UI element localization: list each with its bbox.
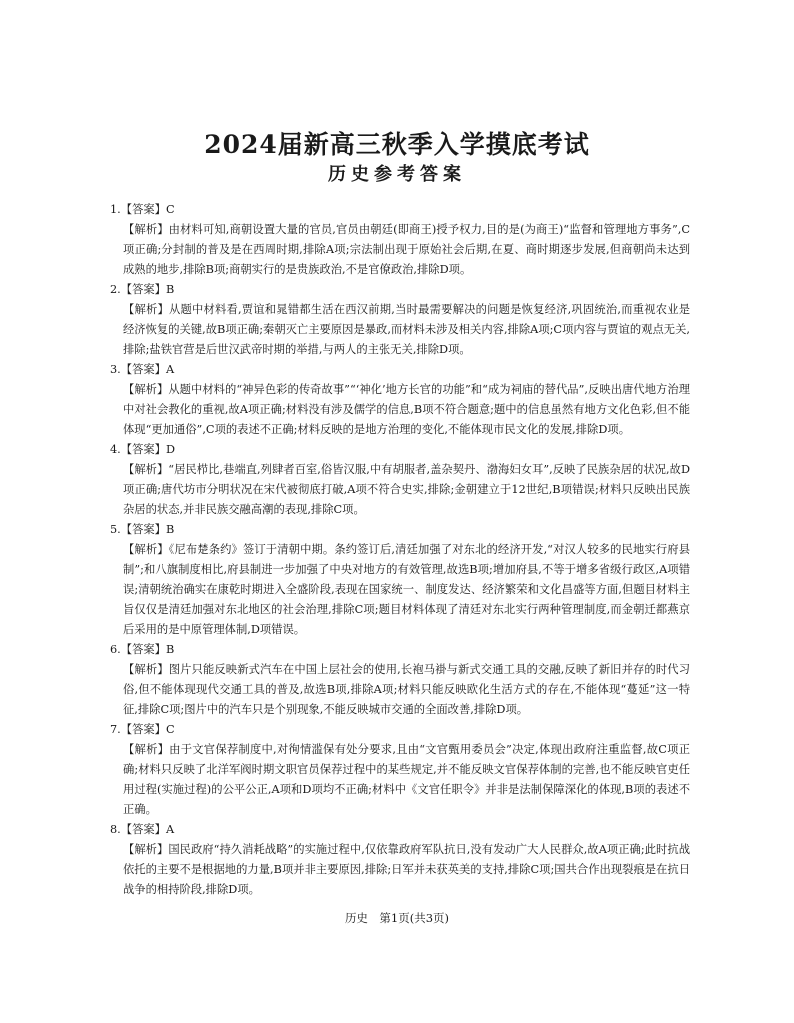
answer-label: 4.【答案】D: [110, 443, 176, 456]
page-subtitle: 历史参考答案: [328, 164, 466, 185]
analysis-text: 【解析】“居民栉比,巷端直,列肆者百室,俗皆汉服,中有胡服者,盖杂契丹、渤海妇女耳”,反映了民族杂居的状况,故D项正确;唐代坊市分明状况在宋代被彻底打破,A项不符合史实,排除;金朝建立于12世纪,B项错误;材料只反映出民族杂居的状态,并非民族交融高潮的表现,排除C项。: [123, 463, 690, 516]
answer-label: 1.【答案】C: [110, 203, 175, 216]
answer-item-4: [110, 440, 690, 520]
answer-item-1: [110, 200, 690, 280]
page-footer: 历史 第1页(共3页): [344, 911, 450, 925]
analysis-text: 【解析】《尼布楚条约》签订于清朝中期。条约签订后,清廷加强了对东北的经济开发,“对汉人较多的民地实行府县制”;和八旗制度相比,府县制进一步加强了中央对地方的有效管理,故选B项;增加府县,不等于增多省级行政区,A项错误;清朝统治确实在康乾时期进入全盛阶段,表现在国家统一、制度发达、经济繁荣和文化昌盛等方面,但题目材料主旨仅仅是清廷加强对东北地区的社会治理,排除C项;题目材料体现了清廷对东北实行两种管理制度,而金朝迁都燕京后采用的是中原管理体制,D项错误。: [123, 543, 690, 636]
analysis-text: 【解析】由材料可知,商朝设置大量的官员,官员由朝廷(即商王)授予权力,目的是(为商王)“监督和管理地方事务”,C项正确;分封制的普及是在西周时期,排除A项;宗法制出现于原始社会后期,在夏、商时期逐步发展,但商朝尚未达到成熟的地步,排除B项;商朝实行的是贵族政治,不是官僚政治,排除D项。: [123, 223, 690, 276]
answer-item-8: [110, 820, 690, 900]
analysis-text: 【解析】从题中材料的“神异色彩的传奇故事”“‘神化’地方长官的功能”和“成为祠庙的替代品”,反映出唐代地方治理中对社会教化的重视,故A项正确;材料没有涉及儒学的信息,B项不符合题意;题中的信息虽然有地方文化色彩,但不能体现“更加通俗”,C项的表述不正确;材料反映的是地方治理的变化,不能体现市民文化的发展,排除D项。: [123, 383, 690, 436]
page-title: 2024届新高三秋季入学摸底考试: [204, 130, 590, 159]
answer-label: 5.【答案】B: [110, 523, 175, 536]
answer-item-2: [110, 280, 690, 360]
analysis-text: 【解析】由于文官保荐制度中,对徇情滥保有处分要求,且由“文官甄用委员会”决定,体现出政府注重监督,故C项正确;材料只反映了北洋军阀时期文职官员保荐过程中的某些规定,并不能反映文官保荐体制的完善,也不能反映官吏任用过程(实施过程)的公平公正,A项和D项均不正确;材料中《文官任职令》并非是法制保障深化的体现,B项的表述不正确。: [123, 743, 690, 816]
answer-item-5: [110, 520, 690, 640]
analysis-text: 【解析】图片只能反映新式汽车在中国上层社会的使用,长袍马褂与新式交通工具的交融,反映了新旧并存的时代习俗,但不能体现现代交通工具的普及,故选B项,排除A项;材料只能反映欧化生活方式的存在,不能体现“蔓延”这一特征,排除C项;图片中的汽车只是个别现象,不能反映城市交通的全面改善,排除D项。: [123, 663, 690, 716]
answer-list: [110, 200, 690, 900]
answer-label: 6.【答案】B: [110, 643, 175, 656]
analysis-text: 【解析】从题中材料看,贾谊和晁错都生活在西汉前期,当时最需要解决的问题是恢复经济,巩固统治,而重视农业是经济恢复的关键,故B项正确;秦朝灭亡主要原因是暴政,而材料未涉及相关内容,排除A项;C项内容与贾谊的观点无关,排除;盐铁官营是后世汉武帝时期的举措,与两人的主张无关,排除D项。: [123, 303, 690, 356]
answer-label: 3.【答案】A: [110, 363, 175, 376]
answer-label: 8.【答案】A: [110, 823, 175, 836]
answer-item-6: [110, 640, 690, 720]
answer-label: 7.【答案】C: [110, 723, 175, 736]
answer-item-3: [110, 360, 690, 440]
answer-label: 2.【答案】B: [110, 283, 175, 296]
answer-item-7: [110, 720, 690, 820]
analysis-text: 【解析】国民政府“持久消耗战略”的实施过程中,仅依靠政府军队抗日,没有发动广大人民群众,故A项正确;此时抗战依托的主要不是根据地的力量,B项并非主要原因,排除;日军并未获英美的支持,排除C项;国共合作出现裂痕是在抗日战争的相持阶段,排除D项。: [123, 843, 690, 896]
